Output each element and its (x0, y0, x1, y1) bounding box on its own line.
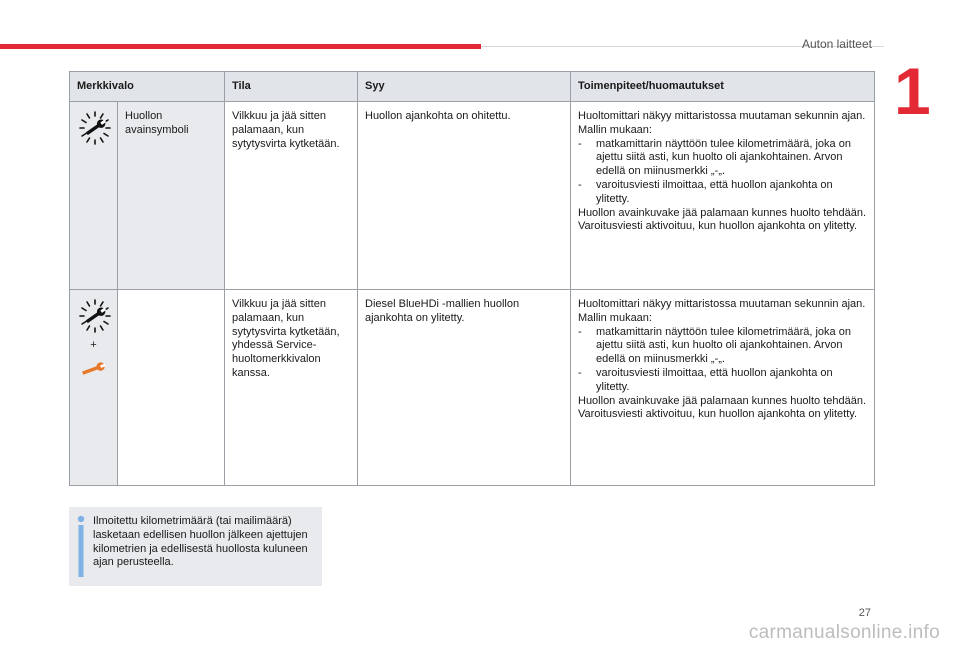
syy-cell: Huollon ajankohta on ohitettu. (358, 102, 571, 290)
table-row (70, 102, 875, 290)
indicator-icon-cell (70, 102, 118, 290)
orange-wrench-icon (79, 359, 109, 379)
tila-cell: Vilkkuu ja jää sitten palamaan, kun sytytysvirta kytketään, yhdessä Service-huoltomerkkivalon kanssa. (225, 290, 358, 486)
chapter-number: 1 (894, 54, 931, 128)
column-header-tila: Tila (225, 72, 358, 102)
column-header-toimenpiteet: Toimenpiteet/huomautukset (571, 72, 875, 102)
notes-cell (571, 102, 875, 290)
info-icon (77, 515, 85, 577)
notes-list-item: - matkamittarin näyttöön tulee kilometrimäärä, joka on ajettu siitä asti, kun huolto oli ajankohtainen. Arvon edellä on miinusmerkki „-„. (578, 137, 851, 178)
plus-sign: + (90, 339, 97, 351)
header-accent-bar (0, 44, 481, 49)
notes-list-item: - matkamittarin näyttöön tulee kilometrimäärä, joka on ajettu siitä asti, kun huolto oli ajankohtainen. Arvon edellä on miinusmerkki „-„. (578, 325, 851, 366)
table-header-row (70, 72, 875, 102)
notes-intro: Huoltomittari näkyy mittaristossa muutaman sekunnin ajan. Mallin mukaan: (578, 110, 866, 136)
warning-lights-table (69, 71, 875, 486)
column-header-merkkivalo: Merkkivalo (70, 72, 225, 102)
notes-list-item: - varoitusviesti ilmoittaa, että huollon ajankohta on ylitetty. (578, 366, 833, 393)
info-box (69, 507, 322, 586)
table-row (70, 290, 875, 486)
wrench-with-rays-icon (77, 298, 113, 334)
notes-intro: Huoltomittari näkyy mittaristossa muutaman sekunnin ajan. Mallin mukaan: (578, 298, 866, 324)
wrench-with-rays-icon (77, 110, 113, 146)
page-number: 27 (858, 607, 871, 619)
indicator-label: Huollon avainsymboli (118, 102, 225, 290)
info-text: Ilmoitettu kilometrimäärä (tai mailimäärä) lasketaan edellisen huollon jälkeen ajettujen kilometrien ja edellisestä huollosta kuluneen ajan perusteella. (93, 515, 308, 569)
indicator-label (118, 290, 225, 486)
column-header-syy: Syy (358, 72, 571, 102)
notes-after: Huollon avainkuvake jää palamaan kunnes huolto tehdään. (578, 394, 867, 407)
notes-after: Huollon avainkuvake jää palamaan kunnes huolto tehdään. (578, 206, 867, 219)
tila-cell: Vilkkuu ja jää sitten palamaan, kun sytytysvirta kytketään. (225, 102, 358, 290)
syy-cell: Diesel BlueHDi -mallien huollon ajankohta on ylitetty. (358, 290, 571, 486)
section-title: Auton laitteet (801, 37, 872, 51)
notes-after: Varoitusviesti aktivoituu, kun huollon ajankohta on ylitetty. (578, 408, 858, 421)
notes-after: Varoitusviesti aktivoituu, kun huollon ajankohta on ylitetty. (578, 220, 858, 233)
notes-cell (571, 290, 875, 486)
watermark: carmanualsonline.info (748, 622, 940, 643)
notes-list-item: - varoitusviesti ilmoittaa, että huollon ajankohta on ylitetty. (578, 178, 833, 205)
indicator-icon-cell (70, 290, 118, 486)
